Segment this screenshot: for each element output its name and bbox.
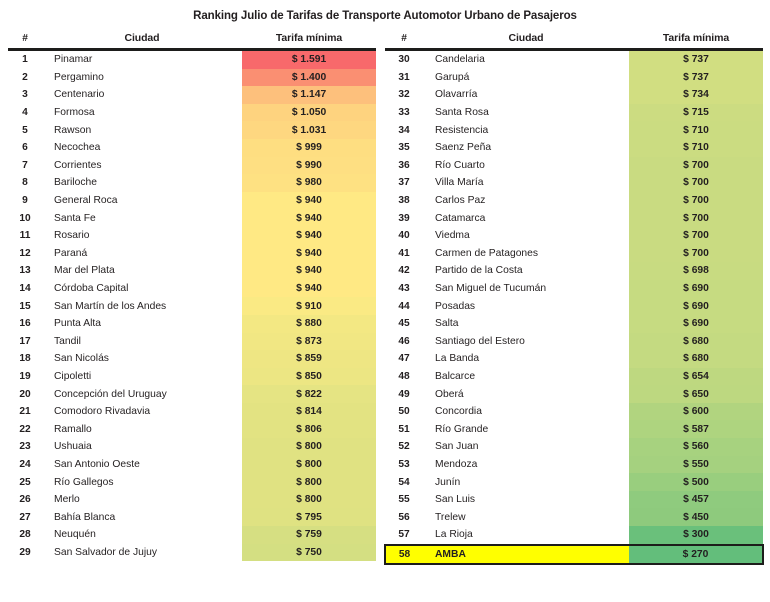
row-rank: 45 — [398, 318, 410, 330]
table-row[interactable] — [385, 350, 763, 368]
row-city: Tandil — [54, 335, 81, 347]
table-row[interactable] — [8, 473, 376, 491]
row-rank: 8 — [22, 177, 28, 189]
row-city: Río Gallegos — [54, 476, 114, 488]
row-fare: $ 737 — [629, 51, 763, 69]
row-fare: $ 680 — [629, 333, 763, 351]
row-fare: $ 1.147 — [242, 86, 376, 104]
row-fare: $ 750 — [242, 544, 376, 562]
table-row[interactable] — [8, 508, 376, 526]
row-city: Formosa — [54, 107, 95, 119]
row-city: Carmen de Patagones — [435, 247, 539, 259]
row-rank: 25 — [19, 476, 31, 488]
row-rank: 21 — [19, 406, 31, 418]
row-fare: $ 999 — [242, 139, 376, 157]
row-rank: 40 — [398, 230, 410, 242]
table-row[interactable] — [8, 192, 376, 210]
row-rank: 54 — [398, 476, 410, 488]
row-rank: 48 — [398, 370, 410, 382]
ranking-table-left — [8, 32, 376, 565]
table-row[interactable] — [385, 192, 763, 210]
row-fare: $ 850 — [242, 368, 376, 386]
table-row[interactable] — [385, 368, 763, 386]
row-city: Centenario — [54, 89, 105, 101]
table-left-head — [8, 32, 376, 51]
table-row[interactable] — [385, 157, 763, 175]
table-row[interactable] — [8, 297, 376, 315]
row-city: Rawson — [54, 124, 92, 136]
table-row[interactable] — [385, 315, 763, 333]
table-row[interactable] — [8, 174, 376, 192]
table-row[interactable] — [8, 157, 376, 175]
row-fare: $ 450 — [629, 508, 763, 526]
row-fare: $ 806 — [242, 420, 376, 438]
row-fare: $ 800 — [242, 473, 376, 491]
row-rank: 37 — [398, 177, 410, 189]
row-rank: 5 — [22, 124, 28, 136]
row-fare: $ 734 — [629, 86, 763, 104]
row-city: Carlos Paz — [435, 195, 486, 207]
row-city: Comodoro Rivadavia — [54, 406, 151, 418]
row-rank: 30 — [398, 54, 410, 66]
row-fare: $ 940 — [242, 227, 376, 245]
row-city: Olavarría — [435, 89, 478, 101]
table-row[interactable] — [385, 174, 763, 192]
row-city: Concordia — [435, 406, 482, 418]
table-row[interactable] — [385, 262, 763, 280]
row-city: Necochea — [54, 142, 101, 154]
row-rank: 53 — [398, 458, 410, 470]
row-city: Bahía Blanca — [54, 511, 116, 523]
row-rank: 7 — [22, 159, 28, 171]
table-row[interactable] — [385, 86, 763, 104]
table-right-body — [385, 51, 763, 564]
row-city: Río Cuarto — [435, 159, 485, 171]
header-fare-left: Tarifa mínima — [275, 32, 343, 44]
row-fare: $ 859 — [242, 350, 376, 368]
row-fare: $ 814 — [242, 403, 376, 421]
table-row[interactable] — [385, 420, 763, 438]
table-row[interactable] — [8, 280, 376, 298]
row-rank: 12 — [19, 247, 31, 259]
table-row[interactable] — [8, 104, 376, 122]
row-fare: $ 270 — [629, 545, 763, 565]
row-fare: $ 910 — [242, 297, 376, 315]
row-rank: 47 — [398, 353, 410, 365]
row-city: Ramallo — [54, 423, 92, 435]
row-fare: $ 800 — [242, 438, 376, 456]
table-row[interactable] — [385, 473, 763, 491]
row-rank: 20 — [19, 388, 31, 400]
row-rank: 27 — [19, 511, 31, 523]
row-city: Cipoletti — [54, 370, 92, 382]
table-row[interactable] — [8, 69, 376, 87]
table-row[interactable] — [385, 69, 763, 87]
header-row-right — [385, 32, 763, 48]
row-fare: $ 690 — [629, 280, 763, 298]
row-city: Oberá — [435, 388, 464, 400]
row-city: Pergamino — [54, 71, 104, 83]
table-row[interactable] — [8, 315, 376, 333]
row-rank: 49 — [398, 388, 410, 400]
row-city: Ushuaia — [54, 441, 92, 453]
table-row[interactable] — [8, 51, 376, 69]
row-city: San Nicolás — [54, 353, 109, 365]
row-fare: $ 600 — [629, 403, 763, 421]
row-city: Trelew — [435, 511, 466, 523]
row-rank: 23 — [19, 441, 31, 453]
row-fare: $ 990 — [242, 157, 376, 175]
table-row[interactable] — [385, 526, 763, 545]
row-rank: 35 — [398, 142, 410, 154]
table-row[interactable] — [385, 385, 763, 403]
table-row[interactable] — [385, 280, 763, 298]
table-row[interactable] — [8, 121, 376, 139]
row-rank: 38 — [398, 195, 410, 207]
row-city: Río Grande — [435, 423, 489, 435]
row-city: Garupá — [435, 71, 470, 83]
row-city: Posadas — [435, 300, 476, 312]
row-city: Corrientes — [54, 159, 102, 171]
table-row[interactable] — [8, 262, 376, 280]
row-fare: $ 940 — [242, 280, 376, 298]
row-fare: $ 587 — [629, 420, 763, 438]
row-fare: $ 700 — [629, 157, 763, 175]
row-rank: 13 — [19, 265, 31, 277]
row-rank: 9 — [22, 195, 28, 207]
row-city: Paraná — [54, 247, 88, 259]
table-row[interactable] — [385, 403, 763, 421]
row-rank: 32 — [398, 89, 410, 101]
table-row[interactable] — [385, 456, 763, 474]
row-fare: $ 700 — [629, 174, 763, 192]
row-fare: $ 880 — [242, 315, 376, 333]
row-city: La Rioja — [435, 529, 473, 541]
row-rank: 43 — [398, 283, 410, 295]
row-rank: 50 — [398, 406, 410, 418]
table-row[interactable] — [8, 420, 376, 438]
row-city: Rosario — [54, 230, 90, 242]
table-row[interactable] — [385, 545, 763, 565]
table-row[interactable] — [8, 403, 376, 421]
row-fare: $ 650 — [629, 385, 763, 403]
row-fare: $ 759 — [242, 526, 376, 544]
row-fare: $ 800 — [242, 456, 376, 474]
row-city: Bariloche — [54, 177, 97, 189]
row-city: Mendoza — [435, 458, 478, 470]
table-row[interactable] — [385, 227, 763, 245]
table-row[interactable] — [8, 544, 376, 562]
row-fare: $ 980 — [242, 174, 376, 192]
row-fare: $ 822 — [242, 385, 376, 403]
row-city: San Antonio Oeste — [54, 458, 140, 470]
row-city: Concepción del Uruguay — [54, 388, 167, 400]
table-row[interactable] — [8, 385, 376, 403]
row-rank: 4 — [22, 107, 28, 119]
tables-container — [0, 32, 770, 565]
row-fare: $ 940 — [242, 209, 376, 227]
row-city: Merlo — [54, 494, 80, 506]
row-fare: $ 940 — [242, 245, 376, 263]
row-city: San Juan — [435, 441, 479, 453]
row-city: Candelaria — [435, 54, 485, 66]
row-rank: 57 — [398, 529, 410, 541]
row-city: Punta Alta — [54, 318, 101, 330]
table-right — [384, 32, 764, 565]
row-city: Balcarce — [435, 370, 476, 382]
row-rank: 3 — [22, 89, 28, 101]
row-rank: 29 — [19, 546, 31, 558]
row-rank: 16 — [19, 318, 31, 330]
row-rank: 44 — [398, 300, 410, 312]
table-row[interactable] — [385, 139, 763, 157]
table-row[interactable] — [385, 438, 763, 456]
row-fare: $ 795 — [242, 508, 376, 526]
row-rank: 58 — [385, 545, 423, 565]
row-fare: $ 690 — [629, 297, 763, 315]
header-row-left — [8, 32, 376, 48]
row-fare: $ 1.031 — [242, 121, 376, 139]
row-rank: 56 — [398, 511, 410, 523]
row-rank: 31 — [398, 71, 410, 83]
row-rank: 41 — [398, 247, 410, 259]
row-fare: $ 710 — [629, 139, 763, 157]
row-rank: 14 — [19, 283, 31, 295]
row-fare: $ 710 — [629, 121, 763, 139]
row-fare: $ 550 — [629, 456, 763, 474]
row-fare: $ 700 — [629, 227, 763, 245]
row-rank: 46 — [398, 335, 410, 347]
row-fare: $ 700 — [629, 245, 763, 263]
table-row[interactable] — [385, 121, 763, 139]
row-city: AMBA — [423, 545, 629, 565]
table-row[interactable] — [8, 245, 376, 263]
table-row[interactable] — [385, 491, 763, 509]
row-rank: 28 — [19, 529, 31, 541]
row-fare: $ 700 — [629, 192, 763, 210]
row-rank: 24 — [19, 458, 31, 470]
header-rank-right: # — [401, 32, 407, 44]
page-title: Ranking Julio de Tarifas de Transporte Automotor Urbano de Pasajeros — [193, 10, 577, 22]
row-city: Salta — [435, 318, 459, 330]
row-fare: $ 737 — [629, 69, 763, 87]
table-row[interactable] — [8, 456, 376, 474]
header-fare-right: Tarifa mínima — [662, 32, 730, 44]
row-rank: 15 — [19, 300, 31, 312]
table-row[interactable] — [8, 209, 376, 227]
row-city: Catamarca — [435, 212, 486, 224]
table-row[interactable] — [8, 350, 376, 368]
row-city: Pinamar — [54, 54, 93, 66]
row-rank: 17 — [19, 335, 31, 347]
row-fare: $ 698 — [629, 262, 763, 280]
table-row[interactable] — [8, 333, 376, 351]
row-rank: 26 — [19, 494, 31, 506]
table-row[interactable] — [8, 86, 376, 104]
row-rank: 1 — [22, 54, 28, 66]
header-city-right: Ciudad — [508, 32, 544, 44]
table-row[interactable] — [8, 368, 376, 386]
row-rank: 51 — [398, 423, 410, 435]
row-city: Junín — [435, 476, 461, 488]
row-rank: 55 — [398, 494, 410, 506]
row-fare: $ 940 — [242, 262, 376, 280]
table-left — [8, 32, 376, 561]
row-fare: $ 1.400 — [242, 69, 376, 87]
table-row[interactable] — [385, 508, 763, 526]
row-city: Viedma — [435, 230, 470, 242]
row-fare: $ 715 — [629, 104, 763, 122]
row-city: Mar del Plata — [54, 265, 115, 277]
row-rank: 2 — [22, 71, 28, 83]
table-row[interactable] — [385, 104, 763, 122]
table-row[interactable] — [385, 245, 763, 263]
row-rank: 22 — [19, 423, 31, 435]
row-rank: 10 — [19, 212, 31, 224]
table-row[interactable] — [8, 227, 376, 245]
row-city: San Salvador de Jujuy — [54, 546, 158, 558]
table-row[interactable] — [385, 297, 763, 315]
row-fare: $ 457 — [629, 491, 763, 509]
row-fare: $ 873 — [242, 333, 376, 351]
row-rank: 42 — [398, 265, 410, 277]
table-right-head — [385, 32, 763, 51]
row-rank: 52 — [398, 441, 410, 453]
row-city: La Banda — [435, 353, 480, 365]
row-fare: $ 654 — [629, 368, 763, 386]
row-city: Saenz Peña — [435, 142, 492, 154]
row-city: Santiago del Estero — [435, 335, 525, 347]
table-left-body — [8, 51, 376, 561]
row-city: Partido de la Costa — [435, 265, 523, 277]
row-fare: $ 500 — [629, 473, 763, 491]
row-city: Santa Rosa — [435, 107, 489, 119]
row-fare: $ 940 — [242, 192, 376, 210]
table-row[interactable] — [385, 51, 763, 69]
header-rank-left: # — [22, 32, 28, 44]
table-row[interactable] — [8, 491, 376, 509]
ranking-table-right — [384, 32, 762, 565]
row-fare: $ 680 — [629, 350, 763, 368]
row-rank: 18 — [19, 353, 31, 365]
row-city: Neuquén — [54, 529, 96, 541]
row-rank: 11 — [19, 230, 31, 242]
row-city: Córdoba Capital — [54, 283, 129, 295]
header-city-left: Ciudad — [124, 32, 160, 44]
row-fare: $ 1.050 — [242, 104, 376, 122]
row-fare: $ 300 — [629, 526, 763, 545]
row-fare: $ 800 — [242, 491, 376, 509]
row-rank: 33 — [398, 107, 410, 119]
table-row[interactable] — [385, 333, 763, 351]
table-row[interactable] — [8, 526, 376, 544]
row-city: Resistencia — [435, 124, 489, 136]
row-city: General Roca — [54, 195, 118, 207]
row-rank: 19 — [19, 370, 31, 382]
row-rank: 6 — [22, 142, 28, 154]
row-city: San Luis — [435, 494, 476, 506]
row-rank: 39 — [398, 212, 410, 224]
row-fare: $ 560 — [629, 438, 763, 456]
row-city: Santa Fe — [54, 212, 96, 224]
row-city: Villa María — [435, 177, 484, 189]
row-rank: 36 — [398, 159, 410, 171]
row-rank: 34 — [398, 124, 410, 136]
table-row[interactable] — [385, 209, 763, 227]
table-row[interactable] — [8, 139, 376, 157]
row-fare: $ 700 — [629, 209, 763, 227]
row-city: San Miguel de Tucumán — [435, 283, 547, 295]
row-city: San Martín de los Andes — [54, 300, 167, 312]
row-fare: $ 690 — [629, 315, 763, 333]
row-fare: $ 1.591 — [242, 51, 376, 69]
table-row[interactable] — [8, 438, 376, 456]
